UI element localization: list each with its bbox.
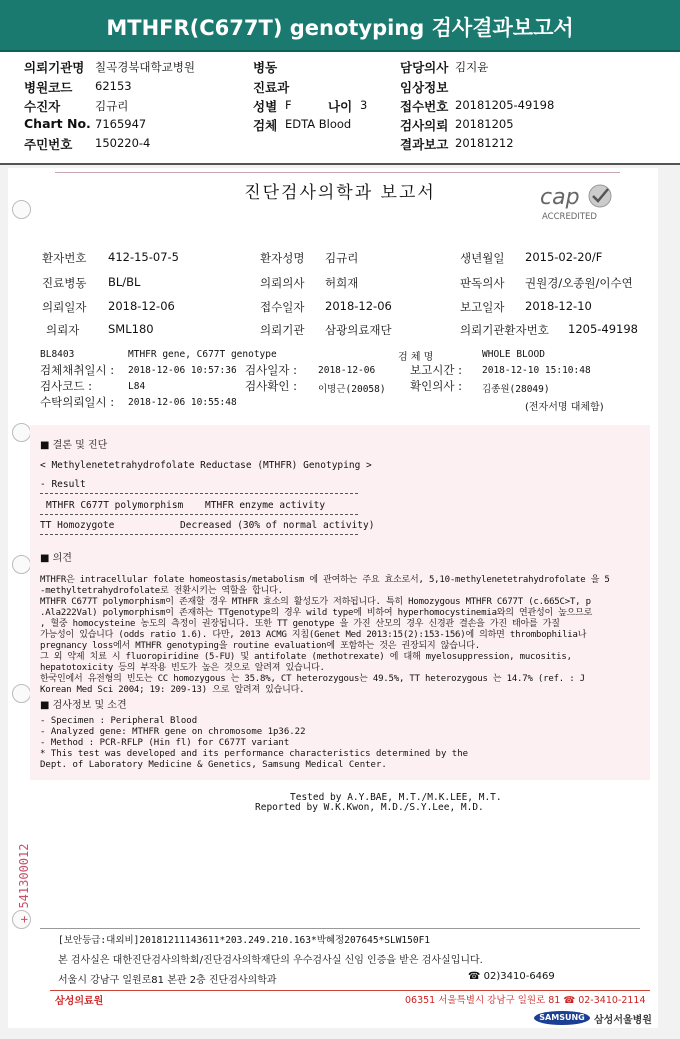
header-label: 검체 bbox=[253, 118, 278, 133]
patient-field-value: 권원경/오종원/이수연 bbox=[525, 276, 633, 290]
opinion-line: 한국인에서 유전형의 빈도는 CC homozygous 는 35.8%, CT heterozygous는 49.5%, TT heterozygous 는 14.7% (ref. : J bbox=[40, 674, 585, 684]
patient-field-value: 412-15-07-5 bbox=[108, 250, 179, 264]
lab-address: 서울시 강남구 일원로81 본관 2층 진단검사의학과 bbox=[58, 975, 277, 986]
result-rule-mid bbox=[40, 514, 358, 515]
age-value: 3 bbox=[360, 98, 368, 112]
patient-field-value: 삼광의료재단 bbox=[325, 323, 392, 337]
cap-accredited-text: ACCREDITED bbox=[542, 212, 597, 222]
vertical-control-number bbox=[14, 825, 34, 925]
patient-field-label: 의뢰자 bbox=[46, 323, 80, 337]
result-title: < Methylenetetrahydrofolate Reductase (MTHFR) Genotyping > bbox=[40, 460, 372, 471]
header-label: 수진자 bbox=[24, 99, 61, 114]
result-col1: MTHFR C677T polymorphism bbox=[46, 500, 184, 511]
patient-field-label: 접수일자 bbox=[260, 300, 305, 314]
receive-label: 수탁의뢰일시 : bbox=[40, 395, 115, 409]
patient-field-label: 의뢰기관 bbox=[260, 323, 305, 337]
opinion-line: , 혈중 homocysteine 농도의 측정이 권장됩니다. 또한 TT genotype 을 가진 산모의 경우 신경관 결손을 가진 태아를 가질 bbox=[40, 619, 560, 629]
receive-value: 2018-12-06 10:55:48 bbox=[128, 397, 237, 408]
patient-field-value: 2018-12-06 bbox=[108, 299, 175, 313]
result-val1: TT Homozygote bbox=[40, 520, 115, 531]
result-rule-bottom bbox=[40, 534, 358, 535]
test-info-line: - Analyzed gene: MTHFR gene on chromosome 1p36.22 bbox=[40, 727, 306, 737]
header-label: 주민번호 bbox=[24, 137, 73, 152]
binder-hole bbox=[12, 423, 31, 442]
patient-field-value: 2018-12-06 bbox=[325, 299, 392, 313]
section-opinion: ■ 의견 bbox=[40, 553, 72, 564]
result-val2: Decreased (30% of normal activity) bbox=[180, 520, 375, 531]
samsung-logo: SAMSUNG bbox=[534, 1011, 590, 1025]
patient-field-label: 진료병동 bbox=[42, 276, 87, 290]
result-label: - Result bbox=[40, 479, 86, 490]
confirmdoc-value: 김종원(28049) bbox=[482, 384, 550, 395]
confirm-value: 이명근(20058) bbox=[318, 384, 386, 395]
header-label: 의뢰기관명 bbox=[24, 60, 85, 75]
age-label: 나이 bbox=[328, 99, 353, 114]
opinion-line: Korean Med Sci 2004; 19: 209-13) 으로 알려져 있습니다. bbox=[40, 685, 305, 695]
footer-rule bbox=[40, 928, 640, 929]
footer-org: 삼성의료원 bbox=[55, 996, 104, 1007]
patient-field-value: 2018-12-10 bbox=[525, 299, 592, 313]
opinion-line: 가능성이 있습니다 (odds ratio 1.6). 다만, 2013 ACMG 지침(Genet Med 2013:15(2):153-156)에 의하면 thrombophilia나 bbox=[40, 630, 587, 640]
patient-field-value: BL/BL bbox=[108, 275, 141, 289]
binder-hole bbox=[12, 684, 31, 703]
test-info-line: - Method : PCR-RFLP (Hin fl) for C677T variant bbox=[40, 738, 290, 748]
confirm-label: 검사확인 : bbox=[245, 379, 297, 393]
header-label: 결과보고 bbox=[400, 137, 449, 152]
footer-address: 06351 서울특별시 강남구 일원로 81 ☎ 02-3410-2114 bbox=[405, 995, 646, 1006]
opinion-line: pregnancy loss에서 MTHFR genotyping을 routine evaluation에 포함하는 것은 권장되지 않습니다. bbox=[40, 641, 480, 651]
opinion-line: hepatotoxicity 등의 부작용 빈도가 높은 것으로 알려져 있습니다. bbox=[40, 663, 325, 673]
header-label: Chart No. bbox=[24, 116, 91, 131]
section-conclusion: ■ 결론 및 진단 bbox=[40, 440, 108, 451]
test-info-line: * This test was developed and its performance characteristics determined by the bbox=[40, 749, 469, 759]
patient-field-label: 보고일자 bbox=[460, 300, 505, 314]
binder-hole bbox=[12, 555, 31, 574]
report-top-rule bbox=[55, 172, 620, 173]
report-title: 진단검사의학과 보고서 bbox=[244, 183, 436, 203]
header-label: 접수번호 bbox=[400, 99, 449, 114]
lab-phone: ☎ 02)3410-6469 bbox=[468, 971, 555, 982]
patient-field-label: 의뢰일자 bbox=[42, 300, 87, 314]
testcode-value: L84 bbox=[128, 381, 146, 392]
header-value: 20181205-49198 bbox=[455, 98, 555, 112]
header-value: 62153 bbox=[95, 79, 132, 93]
specimen-value: WHOLE BLOOD bbox=[482, 349, 545, 360]
header-value: 김지윤 bbox=[455, 60, 489, 74]
header-label: 임상정보 bbox=[400, 80, 449, 95]
test-name: MTHFR gene, C677T genotype bbox=[128, 349, 277, 360]
test-code: BL8403 bbox=[40, 349, 75, 360]
header-label: 병원코드 bbox=[24, 80, 73, 95]
header-value: F bbox=[285, 98, 292, 112]
patient-field-label: 생년월일 bbox=[460, 251, 505, 265]
header-value: 칠곡경북대학교병원 bbox=[95, 60, 195, 74]
certification-line: 본 검사실은 대한진단검사의학회/진단검사의학재단의 우수검사실 신임 인증을 받은 검사실입니다. bbox=[58, 955, 483, 966]
header-label: 병동 bbox=[253, 60, 278, 75]
test-info-line: Dept. of Laboratory Medicine & Genetics, Samsung Medical Center. bbox=[40, 760, 387, 770]
patient-field-label: 환자번호 bbox=[42, 251, 87, 265]
testdate-label: 검사일자 : bbox=[245, 363, 297, 377]
banner-underline bbox=[0, 50, 680, 52]
reporttime-value: 2018-12-10 15:10:48 bbox=[482, 365, 591, 376]
patient-field-label: 의뢰의사 bbox=[260, 276, 305, 290]
header-label: 성별 bbox=[253, 99, 278, 114]
header-value: 20181205 bbox=[455, 117, 514, 131]
header-label: 검사의뢰 bbox=[400, 118, 449, 133]
opinion-line: MTHFR은 intracellular folate homeostasis/metabolism 에 관여하는 주요 효소로서, 5,10-methylenetetrahydrofolate 을 5 bbox=[40, 575, 610, 585]
control-number-text: + 541300012 bbox=[17, 843, 31, 923]
header-label: 담당의사 bbox=[400, 60, 449, 75]
patient-field-value: 허희재 bbox=[325, 276, 359, 290]
patient-field-label: 의뢰기관환자번호 bbox=[460, 323, 549, 337]
collect-label: 검체채취일시 : bbox=[40, 363, 115, 377]
patient-field-value: 김규리 bbox=[325, 251, 359, 265]
header-value: 김규리 bbox=[95, 99, 129, 113]
testcode-label: 검사코드 : bbox=[40, 379, 92, 393]
cap-logo-text: cap bbox=[540, 185, 580, 210]
header-value: EDTA Blood bbox=[285, 117, 352, 131]
testdate-value: 2018-12-06 bbox=[318, 365, 376, 376]
collect-value: 2018-12-06 10:57:36 bbox=[128, 365, 237, 376]
header-value: 7165947 bbox=[95, 117, 147, 131]
tested-by: Tested by A.Y.BAE, M.T./M.K.LEE, M.T. bbox=[290, 792, 502, 803]
reported-by: Reported by W.K.Kwon, M.D./S.Y.Lee, M.D. bbox=[255, 802, 484, 813]
patient-field-value: SML180 bbox=[108, 322, 154, 336]
report-banner: MTHFR(C677T) genotyping 검사결과보고서 bbox=[0, 0, 680, 50]
security-line: [보안등급:대외비]20181211143611*203.249.210.163*박혜정207645*SLW150F1 bbox=[58, 935, 431, 946]
cap-accredited-logo bbox=[538, 182, 630, 222]
opinion-line: 그 외 약제 치료 시 fluoropiridine (5-FU) 및 antifolate (methotrexate) 에 대해 myelosuppression, mucositis, bbox=[40, 652, 572, 662]
result-rule-top bbox=[40, 493, 358, 494]
opinion-line: MTHFR C677T polymorphism이 존재할 경우 MTHFR 효소의 활성도가 저하됩니다. 특히 Homozygous MTHFR C677T (c.665C>T, p bbox=[40, 597, 591, 607]
section-info: ■ 검사정보 및 소견 bbox=[40, 700, 127, 711]
footer-red-rule bbox=[50, 990, 650, 991]
result-col2: MTHFR enzyme activity bbox=[205, 500, 326, 511]
opinion-line: .Ala222Val) polymorphism이 존재하는 TTgenotype의 경우 wild type에 비하여 hyperhomocystinemia와의 연관성이 높으므로 bbox=[40, 608, 593, 618]
specimen-label: 검 체 명 bbox=[398, 352, 434, 363]
header-label: 진료과 bbox=[253, 80, 290, 95]
esign-note: (전자서명 대체함) bbox=[525, 402, 604, 413]
confirmdoc-label: 확인의사 : bbox=[410, 379, 462, 393]
patient-field-label: 판독의사 bbox=[460, 276, 505, 290]
patient-field-value: 2015-02-20/F bbox=[525, 250, 603, 264]
footer-hospital: 삼성서울병원 bbox=[594, 1015, 652, 1026]
patient-field-label: 환자성명 bbox=[260, 251, 305, 265]
opinion-line: -methyltetrahydrofolate로 전환시키는 역할을 합니다. bbox=[40, 586, 283, 596]
header-value: 150220-4 bbox=[95, 136, 151, 150]
header-value: 20181212 bbox=[455, 136, 514, 150]
test-info-line: - Specimen : Peripheral Blood bbox=[40, 716, 198, 726]
reporttime-label: 보고시간 : bbox=[410, 363, 462, 377]
patient-field-value: 1205-49198 bbox=[568, 322, 638, 336]
